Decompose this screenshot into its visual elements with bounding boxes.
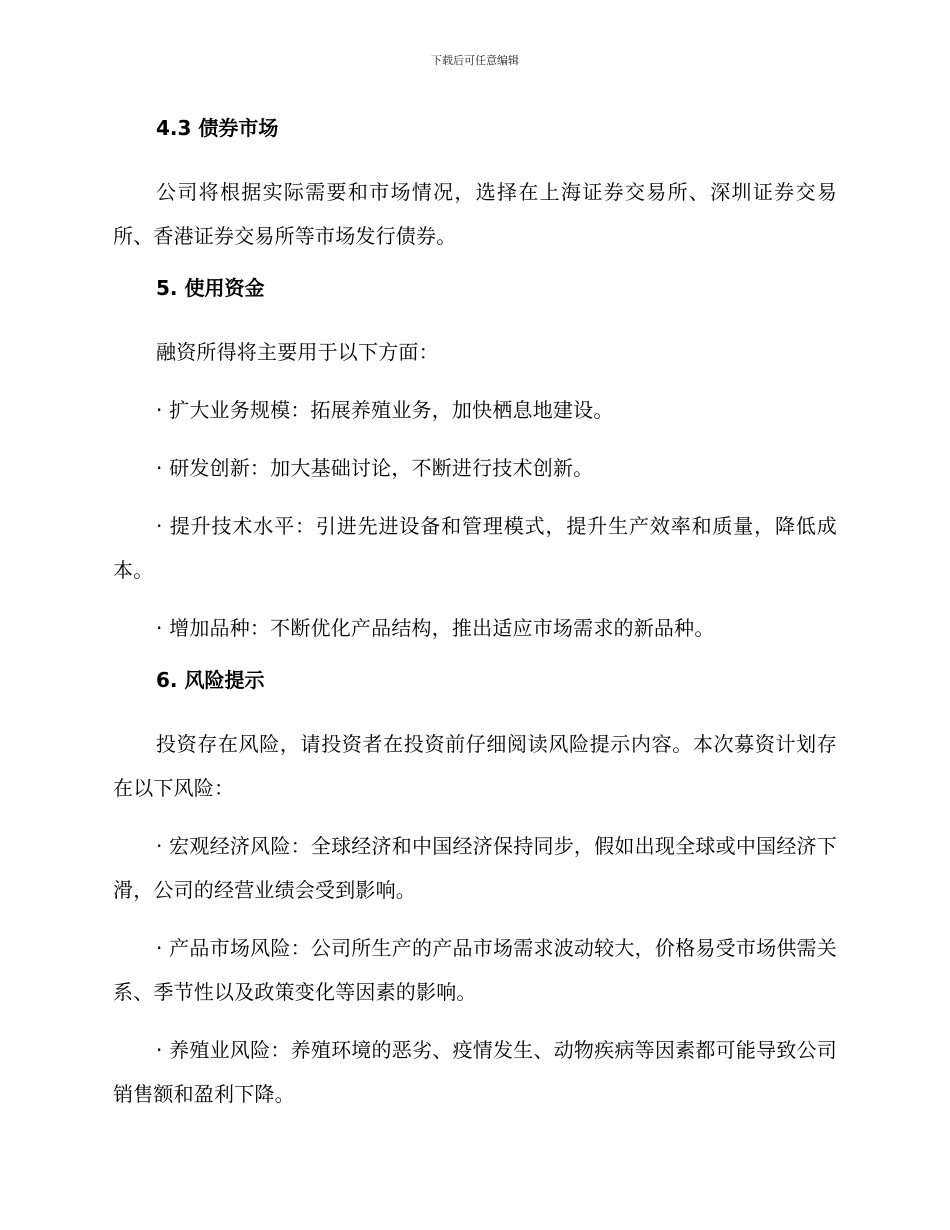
section-heading-6: 6. 风险提示 <box>156 668 265 692</box>
list-item: · 提升技术水平：引进先进设备和管理模式，提升生产效率和质量，降低成本。 <box>113 514 837 582</box>
paragraph-use-of-funds-intro: 融资所得将主要用于以下方面： <box>156 340 439 364</box>
list-item: · 宏观经济风险：全球经济和中国经济保持同步，假如出现全球或中国经济下滑，公司的经营业绩会受到影响。 <box>113 834 837 902</box>
list-item: · 产品市场风险：公司所生产的产品市场需求波动较大，价格易受市场供需关系、季节性以及政策变化等因素的影响。 <box>113 936 837 1004</box>
section-heading-4-3: 4.3 债券市场 <box>156 116 279 140</box>
page-header: 下载后可任意编辑 <box>431 54 519 67</box>
list-item: · 养殖业风险：养殖环境的恶劣、疫情发生、动物疾病等因素都可能导致公司销售额和盈利下降。 <box>113 1038 837 1106</box>
paragraph-bond-market: 公司将根据实际需要和市场情况，选择在上海证券交易所、深圳证券交易所、香港证券交易所等市场发行债券。 <box>113 180 837 248</box>
list-item: · 研发创新：加大基础讨论，不断进行技术创新。 <box>156 456 594 480</box>
document-body <box>113 112 837 1116</box>
paragraph-risk-intro: 投资存在风险，请投资者在投资前仔细阅读风险提示内容。本次募资计划存在以下风险： <box>113 732 837 800</box>
list-item: · 增加品种：不断优化产品结构，推出适应市场需求的新品种。 <box>156 616 715 640</box>
list-item: · 扩大业务规模：拓展养殖业务，加快栖息地建设。 <box>156 398 614 422</box>
section-heading-5: 5. 使用资金 <box>156 276 265 300</box>
